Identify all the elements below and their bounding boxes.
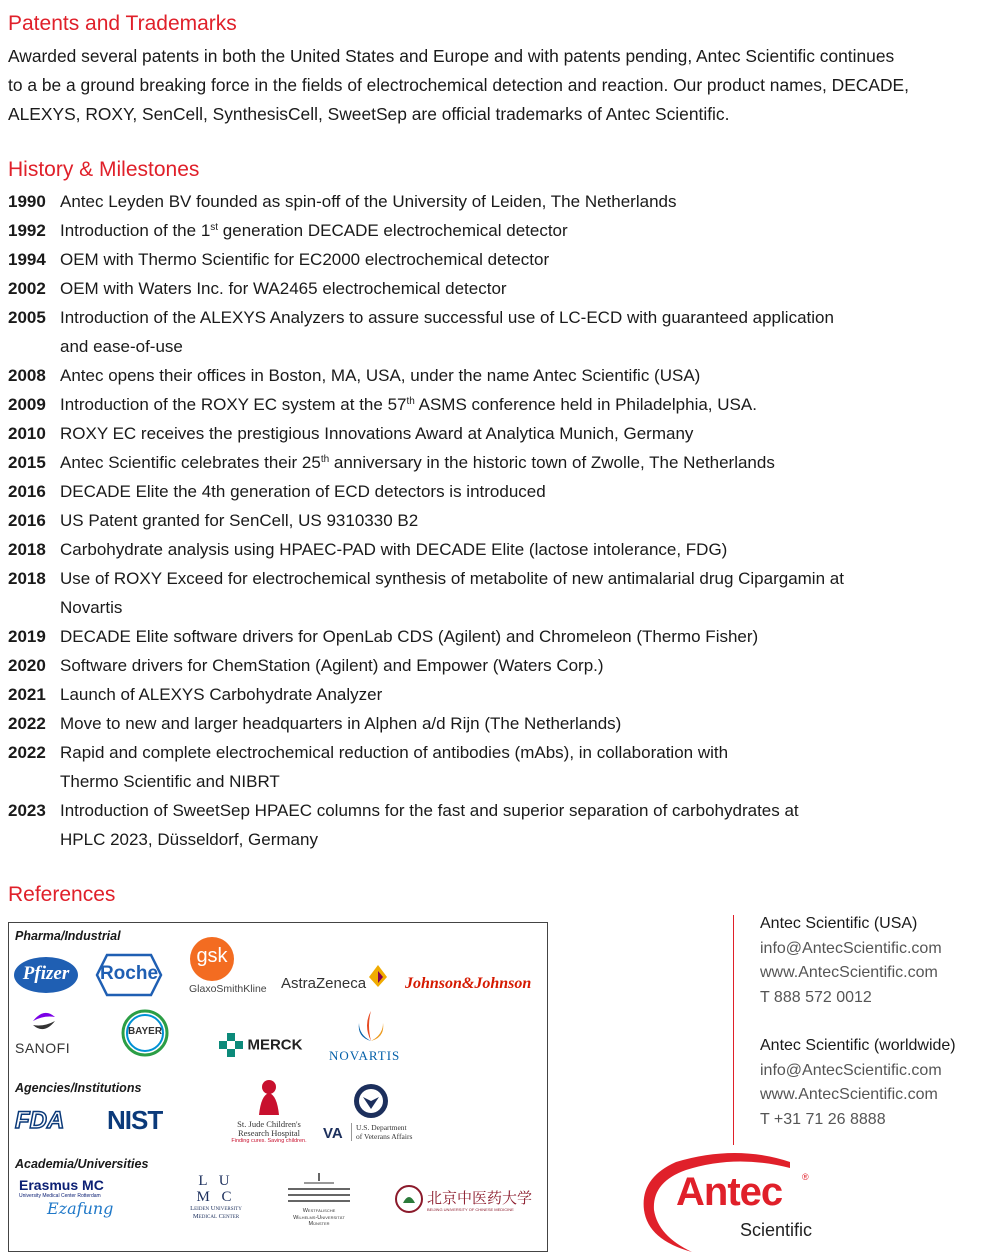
category-academia: Academia/Universities (15, 1157, 149, 1171)
contact-usa (760, 912, 942, 1010)
milestone-year: 2002 (8, 279, 46, 298)
milestone-text-part: Antec Scientific celebrates their 25 (60, 453, 321, 472)
astrazeneca-text: AstraZeneca (281, 975, 367, 992)
va-seal-icon (353, 1083, 389, 1119)
nist-logo: NIST (107, 1105, 163, 1135)
va-line: U.S. Department (356, 1123, 407, 1132)
milestone-text: Use of ROXY Exceed for electrochemical synthesis of metabolite of new antimalarial drug Cipargamin at (60, 569, 844, 588)
beijing-emblem-icon (395, 1185, 423, 1213)
muenster-text2: Wilhelms-Universität (293, 1214, 345, 1221)
lumc-subtext2: Medical Center (192, 1213, 240, 1220)
patents-heading: Patents and Trademarks (8, 12, 237, 35)
category-pharma: Pharma/Industrial (15, 929, 121, 943)
sanofi-logo (15, 1007, 70, 1056)
merck-text: MERCK (247, 1036, 303, 1054)
milestone-year: 2009 (8, 395, 46, 414)
contact-world-email[interactable]: info@AntecScientific.com (760, 1061, 942, 1079)
muenster-text3: Münster (308, 1221, 330, 1227)
milestone-year: 1994 (8, 250, 46, 269)
milestone-text: Software drivers for ChemStation (Agilent) and Empower (Waters Corp.) (60, 656, 604, 675)
milestone-text-part: anniversary in the historic town of Zwolle, The Netherlands (329, 453, 775, 472)
stjude-icon (255, 1079, 283, 1115)
contact-world-phone: T +31 71 26 8888 (760, 1110, 886, 1128)
novartis-logo (329, 1009, 400, 1064)
lumc-mark2: M C (196, 1189, 236, 1205)
milestone-year: 2019 (8, 627, 46, 646)
contact-usa-email[interactable]: info@AntecScientific.com (760, 939, 942, 957)
milestone-text: Thermo Scientific and NIBRT (60, 772, 280, 791)
lumc-subtext: Leiden University (190, 1205, 242, 1212)
pfizer-text: Pfizer (22, 963, 70, 984)
history-heading: History & Milestones (8, 158, 200, 181)
merck-logo (219, 1033, 302, 1057)
beijing-text: 北京中医药大学 (427, 1190, 533, 1207)
contact-world-web[interactable]: www.AntecScientific.com (760, 1086, 938, 1103)
jnj-logo: Johnson&Johnson (405, 975, 532, 992)
antec-registered: ® (802, 1172, 809, 1182)
beijing-subtext: BEIJING UNIVERSITY OF CHINESE MEDICINE (427, 1207, 514, 1212)
stjude-name2: Research Hospital (237, 1128, 301, 1138)
muenster-emblem (284, 1173, 354, 1203)
milestone-text-part: generation DECADE electrochemical detector (218, 221, 568, 240)
milestone-text: Carbohydrate analysis using HPAEC-PAD with DECADE Elite (lactose intolerance, FDG) (60, 540, 728, 559)
stjude-logo (229, 1079, 309, 1145)
patents-line: ALEXYS, ROXY, SenCell, SynthesisCell, SweetSep are official trademarks of Antec Scientific. (8, 104, 730, 124)
stjude-tagline: Finding cures. Saving children. (231, 1138, 307, 1144)
milestone-text: Move to new and larger headquarters in Alphen a/d Rijn (The Netherlands) (60, 714, 622, 733)
patents-text (8, 42, 978, 129)
roche-text: Roche (99, 963, 159, 984)
milestone-year: 1992 (8, 221, 46, 240)
milestone-text: DECADE Elite software drivers for OpenLab CDS (Agilent) and Chromeleon (Thermo Fisher) (60, 627, 759, 646)
contact-world (760, 1034, 956, 1132)
antec-subtitle: Scientific (740, 1220, 813, 1240)
lumc-mark: L U (198, 1173, 234, 1189)
merck-icon (219, 1033, 243, 1057)
patents-line: Awarded several patents in both the United States and Europe and with patents pending, Antec Scientific continues (8, 46, 895, 66)
milestone-year: 2022 (8, 743, 46, 762)
contact-divider (733, 915, 734, 1145)
erasmus-text: Erasmus MC (19, 1177, 104, 1193)
patents-line: to a be a ground breaking force in the fields of electrochemical detection and reaction. Our product names, DECADE, (8, 75, 909, 95)
milestone-text: and ease-of-use (60, 337, 183, 356)
contact-usa-phone: T 888 572 0012 (760, 988, 872, 1006)
erasmus-signature: Ezafung (47, 1199, 114, 1218)
erasmus-logo (19, 1177, 149, 1218)
milestone-text (60, 216, 568, 245)
milestone-text: Antec Leyden BV founded as spin-off of the University of Leiden, The Netherlands (60, 192, 677, 211)
va-department (351, 1123, 412, 1141)
milestone-year: 2010 (8, 424, 46, 443)
sanofi-text: SANOFI (15, 1040, 71, 1056)
gsk-logo (187, 937, 271, 995)
milestone-text: OEM with Waters Inc. for WA2465 electrochemical detector (60, 279, 507, 298)
contact-usa-name: Antec Scientific (USA) (760, 915, 918, 932)
milestone-text-part: Introduction of the 1 (60, 221, 211, 240)
milestone-year: 2018 (8, 569, 46, 588)
bayer-text: BAYER (127, 1026, 163, 1037)
references-box (8, 922, 548, 1252)
lumc-logo (179, 1173, 253, 1221)
bayer-logo (121, 1009, 169, 1062)
milestone-year: 2016 (8, 511, 46, 530)
milestone-year: 2008 (8, 366, 46, 385)
erasmus-subtext: University Medical Center Rotterdam (19, 1193, 101, 1199)
pfizer-logo (13, 955, 79, 1000)
references-heading: References (8, 883, 116, 906)
muenster-logo (281, 1173, 357, 1228)
va-line: of Veterans Affairs (356, 1132, 413, 1141)
milestone-text: Launch of ALEXYS Carbohydrate Analyzer (60, 685, 383, 704)
milestone-text: Introduction of SweetSep HPAEC columns for the fast and superior separation of carbohydrates at (60, 801, 799, 820)
milestone-text: HPLC 2023, Düsseldorf, Germany (60, 830, 318, 849)
milestone-superscript: th (320, 454, 330, 465)
stjude-name: St. Jude Children's (237, 1119, 301, 1129)
milestone-year: 2015 (8, 453, 46, 472)
milestone-year: 2020 (8, 656, 46, 675)
milestone-year: 2018 (8, 540, 46, 559)
milestone-text: Antec opens their offices in Boston, MA, USA, under the name Antec Scientific (USA) (60, 366, 701, 385)
antec-wordmark: Antec (676, 1170, 783, 1214)
milestone-year: 2016 (8, 482, 46, 501)
milestone-year: 2022 (8, 714, 46, 733)
milestone-superscript: th (406, 396, 415, 407)
muenster-text: Westfälische (302, 1208, 336, 1214)
gsk-text: gsk (196, 945, 228, 967)
milestone-text (60, 448, 775, 477)
contact-usa-web[interactable]: www.AntecScientific.com (760, 964, 938, 981)
milestone-year: 1990 (8, 192, 46, 211)
astrazeneca-icon (367, 963, 389, 989)
milestone-text: Introduction of the ALEXYS Analyzers to assure successful use of LC-ECD with guaranteed application (60, 308, 834, 327)
milestone-year: 2021 (8, 685, 46, 704)
contact-world-name: Antec Scientific (worldwide) (760, 1037, 956, 1054)
milestone-text: Rapid and complete electrochemical reduction of antibodies (mAbs), in collaboration with (60, 743, 729, 762)
novartis-text: NOVARTIS (329, 1048, 401, 1063)
milestone-text: US Patent granted for SenCell, US 9310330 B2 (60, 511, 419, 530)
milestone-superscript: st (210, 222, 219, 233)
milestone-text: Novartis (60, 598, 123, 617)
va-logo (323, 1083, 423, 1142)
roche-logo (95, 953, 163, 1002)
milestone-text: ROXY EC receives the prestigious Innovations Award at Analytica Munich, Germany (60, 424, 694, 443)
antec-logo (640, 1148, 830, 1254)
milestone-text-part: ASMS conference held in Philadelphia, USA. (414, 395, 757, 414)
gsk-subtext: GlaxoSmithKline (189, 983, 267, 995)
milestone-year: 2023 (8, 801, 46, 820)
milestone-text: OEM with Thermo Scientific for EC2000 electrochemical detector (60, 250, 550, 269)
category-agencies: Agencies/Institutions (15, 1081, 142, 1095)
astrazeneca-logo (281, 975, 366, 993)
fda-logo: FDA (15, 1107, 65, 1134)
milestone-year: 2005 (8, 308, 46, 327)
va-text: VA (323, 1125, 343, 1142)
milestone-text (60, 390, 757, 419)
milestone-text-part: Introduction of the ROXY EC system at the 57 (60, 395, 407, 414)
milestone-text: DECADE Elite the 4th generation of ECD detectors is introduced (60, 482, 546, 501)
